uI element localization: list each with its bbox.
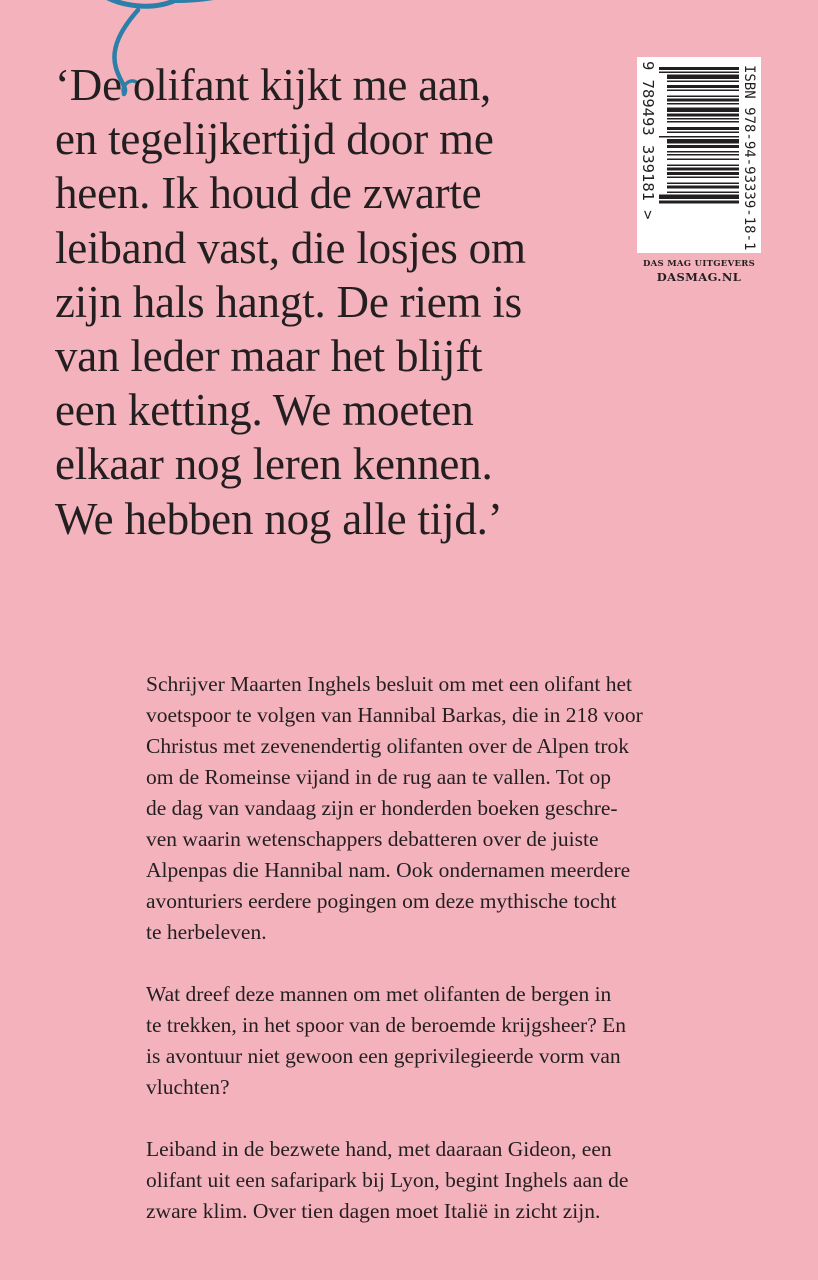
barcode-bar (667, 90, 739, 92)
quote-line: van leder maar het blijft (55, 331, 483, 382)
blurb-paragraph (146, 979, 786, 1103)
barcode-bar (667, 139, 739, 144)
publisher-url: DASMAG.NL (656, 270, 742, 284)
publisher-block (637, 259, 761, 284)
barcode-bar (659, 136, 739, 138)
barcode-bar (667, 186, 739, 189)
quote-line: een ketting. We moeten (55, 385, 474, 436)
barcode-bar (667, 183, 739, 185)
blurb-line: voetspoor te volgen van Hannibal Barkas, die in 218 voor (146, 703, 643, 727)
barcode-bar (667, 75, 739, 80)
barcode-bar (667, 85, 739, 88)
blurb-line: vluchten? (146, 1075, 230, 1099)
barcode-bar (667, 99, 739, 102)
blurb-line: avonturiers eerdere pogingen om deze mythische tocht (146, 889, 617, 913)
barcode-bars (659, 67, 739, 204)
barcode-bar (667, 103, 739, 105)
blurb-line: is avontuur niet gewoon een geprivilegieerde vorm van (146, 1044, 621, 1068)
quote-line: heen. Ik houd de zwarte (55, 168, 482, 219)
blurb-line: zware klim. Over tien dagen moet Italië in zicht zijn. (146, 1199, 601, 1223)
blurb-line: Leiband in de bezwete hand, met daaraan Gideon, een (146, 1137, 612, 1161)
blurb-line: olifant uit een safaripark bij Lyon, begint Inghels aan de (146, 1168, 629, 1192)
publisher-name: DAS MAG UITGEVERS (642, 259, 756, 269)
quote-line: en tegelijkertijd door me (55, 114, 494, 165)
barcode-bar (667, 172, 739, 175)
barcode-bar (667, 132, 739, 134)
barcode-bar (659, 195, 739, 200)
blurb-line: om de Romeinse vijand in de rug aan te vallen. Tot op (146, 765, 612, 789)
barcode-bar (659, 72, 739, 74)
blurb-paragraph (146, 1134, 786, 1227)
blurb-line: Christus met zevenendertig olifanten over de Alpen trok (146, 734, 630, 758)
barcode-bar (667, 118, 739, 120)
barcode-bar (667, 151, 739, 153)
quote-line: elkaar nog leren kennen. (55, 439, 493, 490)
quote-line: ‘De olifant kijkt me aan, (55, 60, 492, 110)
blurb-line: Wat dreef deze mannen om met olifanten de bergen in (146, 982, 612, 1006)
blurb-line: te trekken, in het spoor van de beroemde krijgsheer? En (146, 1013, 626, 1037)
barcode-digits: 9 789493 339181 > (639, 61, 657, 220)
blurb-line: ven waarin wetenschappers debatteren over de juiste (146, 827, 599, 851)
barcode-bar (667, 114, 739, 117)
barcode-bar (667, 127, 739, 130)
barcode-bar (667, 81, 739, 83)
barcode-bar (667, 177, 739, 179)
barcode-bar (659, 67, 739, 70)
barcode-bar (659, 201, 739, 204)
blurb-line: Alpenpas die Hannibal nam. Ook ondernamen meerdere (146, 858, 631, 882)
blurb-paragraph (146, 669, 786, 948)
barcode-bar (667, 108, 739, 113)
barcode-bar (667, 96, 739, 98)
isbn-barcode (637, 57, 761, 253)
blurb-line: te herbeleven. (146, 920, 267, 944)
barcode-bar (667, 165, 739, 167)
quote-line: zijn hals hangt. De riem is (55, 276, 522, 327)
barcode-bar (667, 154, 739, 156)
blurb-line: de dag van vandaag zijn er honderden boeken geschre- (146, 796, 618, 820)
barcode-bar (667, 121, 739, 123)
isbn-label: ISBN 978-94-93339-18-1 (741, 65, 757, 251)
quote-line: We hebben nog alle tijd.’ (55, 493, 503, 544)
barcode-bar (667, 192, 739, 194)
blurb-text (146, 669, 786, 1258)
barcode-bar (667, 168, 739, 171)
blurb-line: Schrijver Maarten Inghels besluit om met een olifant het (146, 672, 632, 696)
barcode-bar (667, 145, 739, 148)
barcode-bar (667, 159, 739, 161)
barcode-graphic (637, 57, 761, 253)
quote-block (55, 58, 615, 546)
quote-line: leiband vast, die losjes om (55, 222, 526, 273)
